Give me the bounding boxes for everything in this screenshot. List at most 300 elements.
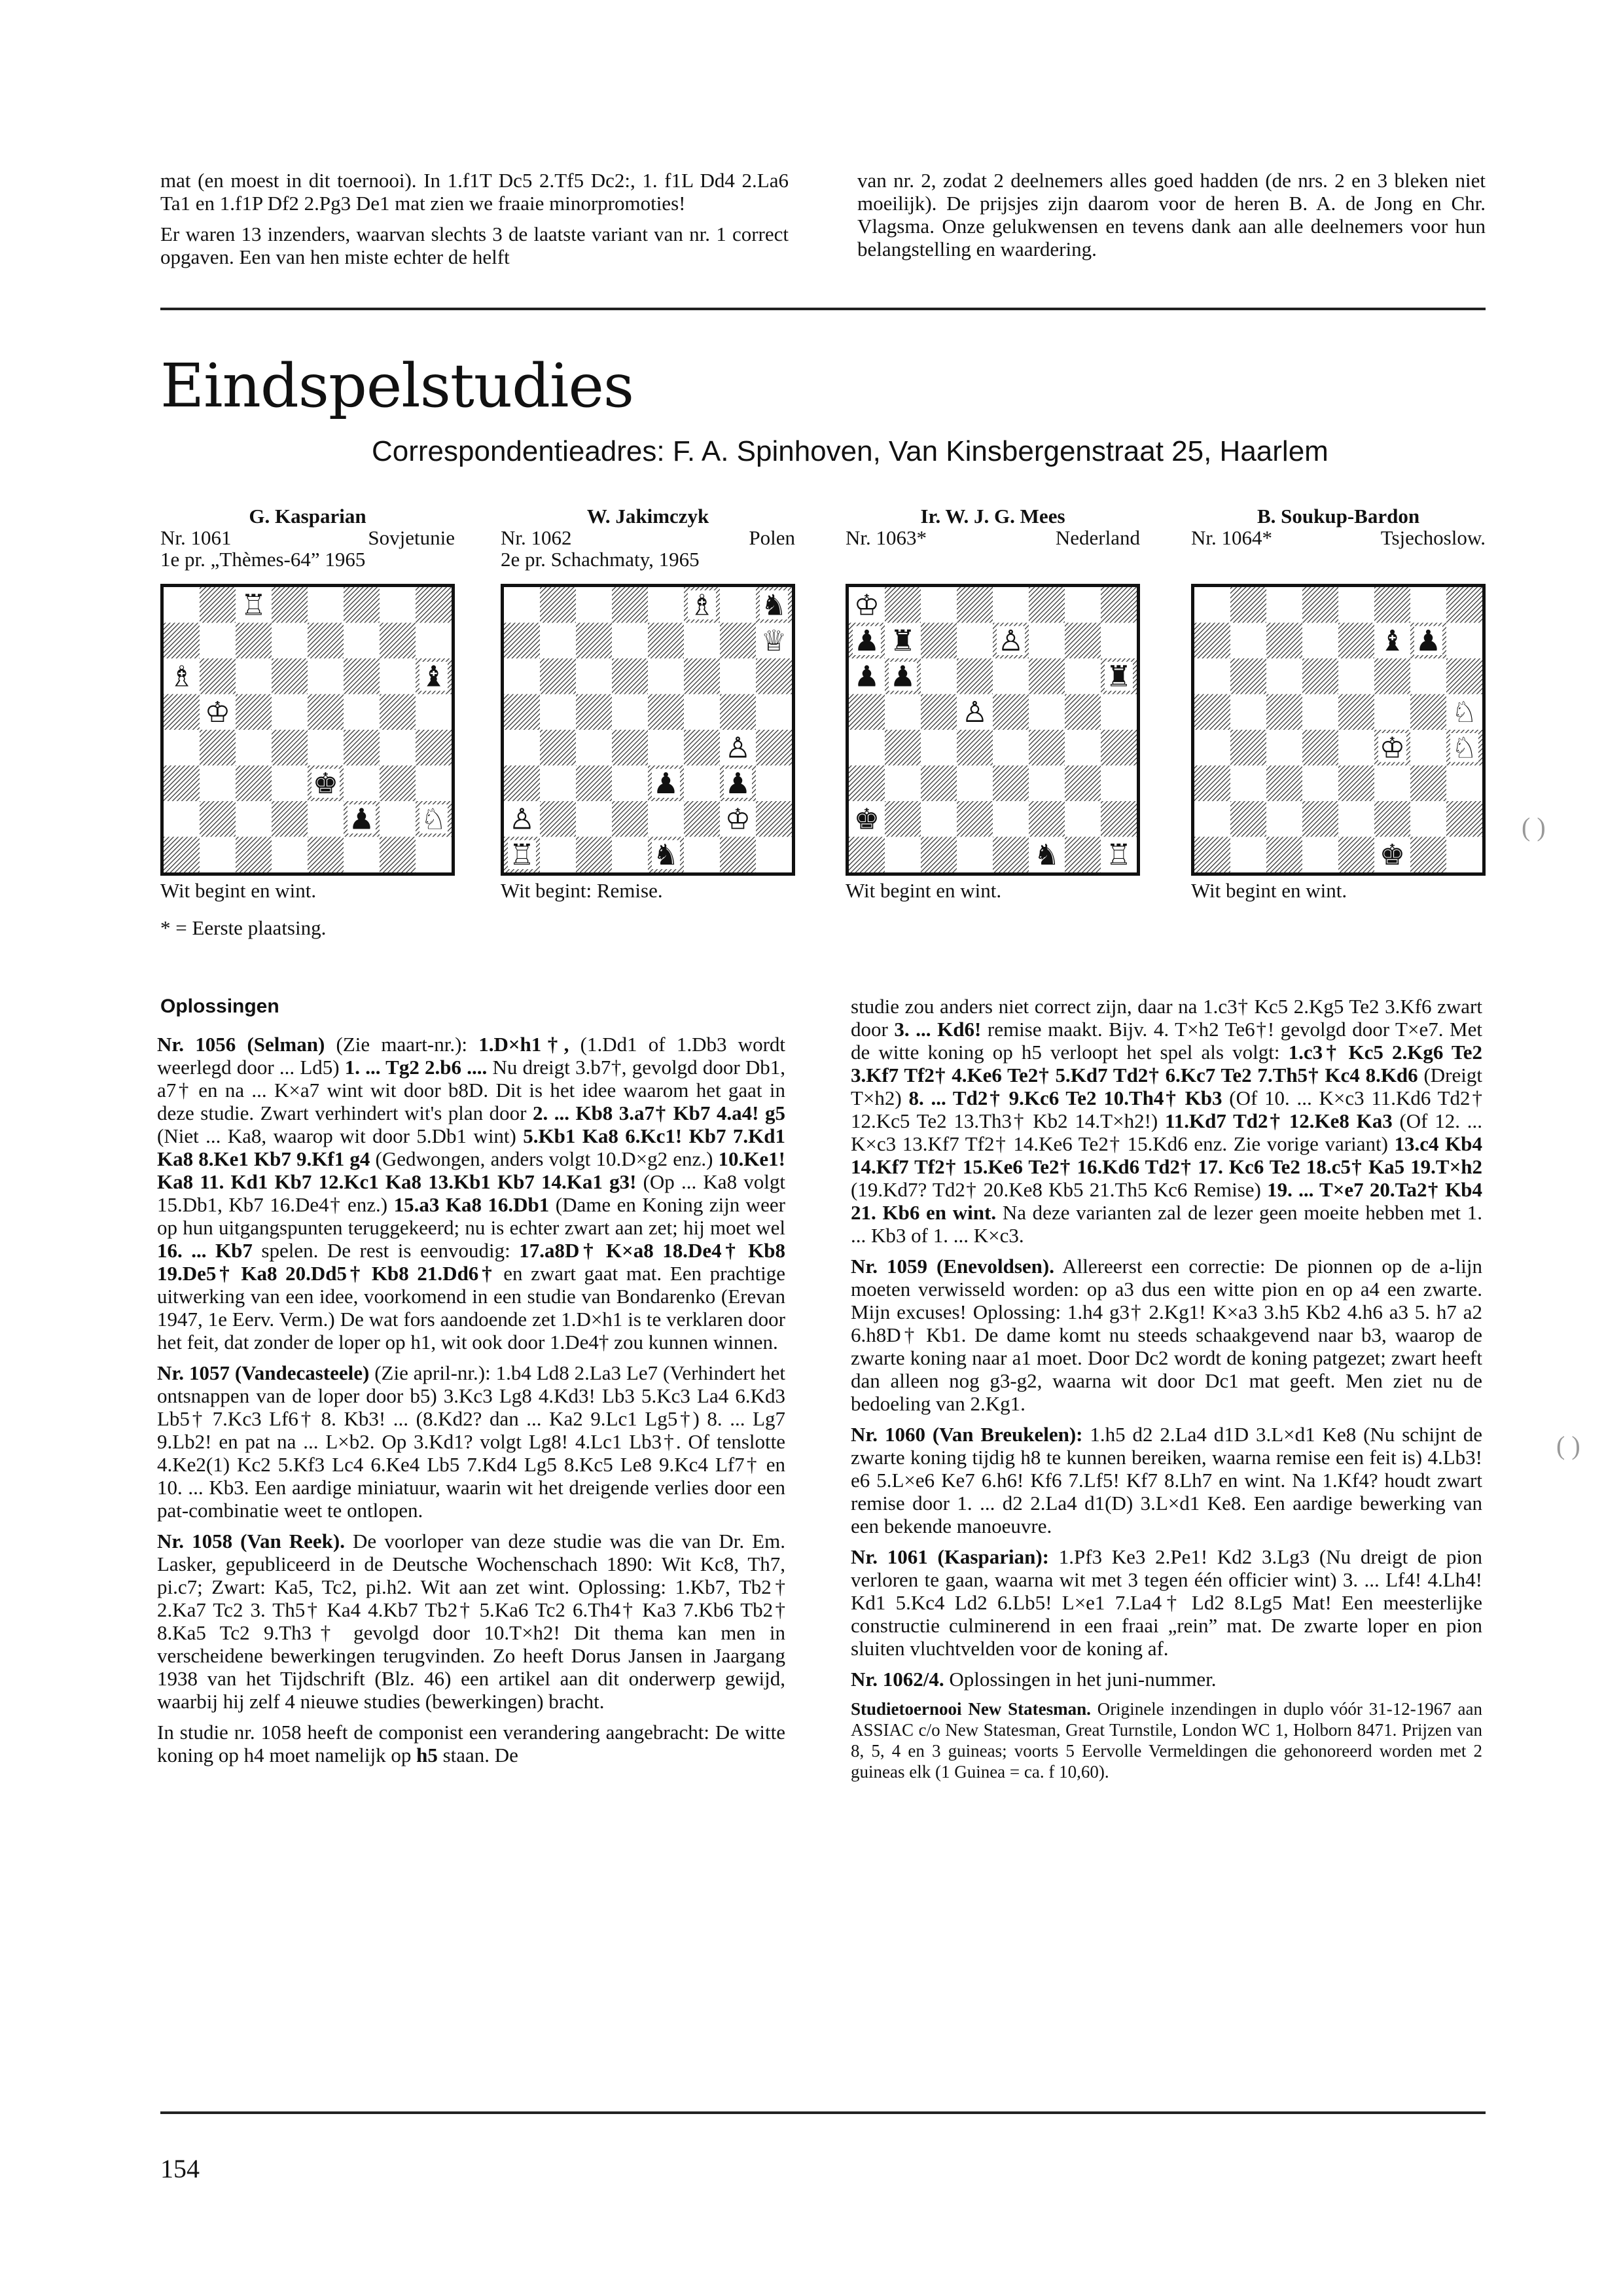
light-square bbox=[1230, 766, 1266, 802]
dark-square bbox=[1101, 587, 1137, 623]
dark-square bbox=[540, 658, 576, 694]
light-square bbox=[380, 587, 416, 623]
dark-square bbox=[1302, 658, 1338, 694]
dark-square bbox=[1374, 801, 1410, 837]
light-square bbox=[576, 587, 612, 623]
diagram-country: Nederland bbox=[1055, 526, 1140, 549]
light-square bbox=[612, 623, 648, 659]
light-square bbox=[1446, 837, 1482, 873]
dark-square bbox=[612, 730, 648, 766]
light-square bbox=[236, 730, 272, 766]
light-square bbox=[1446, 766, 1482, 802]
light-square bbox=[416, 766, 452, 802]
dark-square bbox=[1410, 766, 1446, 802]
light-square bbox=[1410, 730, 1446, 766]
top-divider bbox=[160, 308, 1486, 310]
dark-square bbox=[921, 766, 957, 802]
chess-piece-f8: ♗ bbox=[688, 588, 715, 622]
light-square bbox=[1194, 730, 1230, 766]
binding-mark-2: ( ) bbox=[1556, 1431, 1580, 1460]
dark-square bbox=[756, 730, 792, 766]
top-right-para-1: van nr. 2, zodat 2 deelnemers alles goed hadden (de nrs. 2 en 3 bleken niet moeilijk). De prijsjes zijn daarom voor de heren B. A. de Jong en Chr. Vlagsma. Onze gelukwensen en tevens dank aan alle deelnemers voor hun belangstelling en waardering. bbox=[857, 169, 1486, 260]
light-square bbox=[1029, 623, 1065, 659]
dark-square bbox=[236, 694, 272, 730]
diagram-country: Sovjetunie bbox=[368, 526, 455, 549]
dark-square bbox=[648, 623, 684, 659]
dark-square bbox=[1029, 730, 1065, 766]
chess-board bbox=[501, 584, 795, 876]
light-square bbox=[921, 658, 957, 694]
light-square bbox=[1302, 837, 1338, 873]
light-square bbox=[957, 623, 993, 659]
diagram-author: B. Soukup-Bardon bbox=[1257, 505, 1420, 528]
light-square bbox=[540, 623, 576, 659]
dark-square bbox=[720, 623, 756, 659]
diagram-header bbox=[1191, 505, 1486, 548]
light-square bbox=[1446, 623, 1482, 659]
diagram-header bbox=[846, 505, 1140, 548]
light-square bbox=[1194, 801, 1230, 837]
chess-piece-b6: ♟ bbox=[889, 660, 916, 694]
dark-square bbox=[957, 730, 993, 766]
chess-board bbox=[160, 584, 455, 876]
dark-square bbox=[576, 623, 612, 659]
light-square bbox=[993, 801, 1029, 837]
light-square bbox=[308, 730, 344, 766]
dark-square bbox=[1302, 730, 1338, 766]
page-number: 154 bbox=[160, 2154, 200, 2183]
light-square bbox=[684, 623, 720, 659]
diagram-number: Nr. 1063* bbox=[846, 526, 927, 549]
top-right-column bbox=[857, 169, 1486, 268]
correspondence-address: Correspondentieadres: F. A. Spinhoven, Van Kinsbergenstraat 25, Haarlem bbox=[372, 435, 1329, 467]
light-square bbox=[576, 730, 612, 766]
chess-piece-b5: ♔ bbox=[204, 695, 231, 729]
chess-piece-f1: ♚ bbox=[1379, 838, 1406, 872]
chess-piece-f4: ♔ bbox=[1379, 731, 1406, 765]
light-square bbox=[380, 730, 416, 766]
light-square bbox=[200, 623, 236, 659]
dark-square bbox=[1101, 730, 1137, 766]
light-square bbox=[200, 766, 236, 802]
solution-paragraph: Nr. 1060 (Van Breukelen): 1.h5 d2 2.La4 d1D 3.L×d1 Ke8 (Nu schijnt de zwarte koning tijdig h8 te kunnen bereiken, waarna remise een feit is) 4.Lb3! e6 5.L×e6 Ke7 6.h6! Kf6 7.Lf5! Kf7 8.Lh7 en wint. Na 1.Kf4? houdt zwart remise door 1. ... d2 2.La4 d1(D) 3.L×d1 Ke8. Een aardige bewerking van een bekende manoeuvre. bbox=[851, 1423, 1483, 1537]
light-square bbox=[540, 694, 576, 730]
chess-piece-h8: ♞ bbox=[760, 588, 787, 622]
dark-square bbox=[1065, 837, 1101, 873]
dark-square bbox=[885, 730, 921, 766]
light-square bbox=[885, 837, 921, 873]
diagram-number: Nr. 1061 bbox=[160, 526, 232, 549]
dark-square bbox=[612, 801, 648, 837]
light-square bbox=[756, 837, 792, 873]
dark-square bbox=[1230, 658, 1266, 694]
dark-square bbox=[576, 694, 612, 730]
diagram-author: W. Jakimczyk bbox=[586, 505, 709, 528]
light-square bbox=[612, 837, 648, 873]
dark-square bbox=[1194, 837, 1230, 873]
dark-square bbox=[612, 587, 648, 623]
chess-piece-e1: ♞ bbox=[652, 838, 679, 872]
light-square bbox=[1065, 730, 1101, 766]
dark-square bbox=[1230, 587, 1266, 623]
light-square bbox=[272, 766, 308, 802]
light-square bbox=[1101, 694, 1137, 730]
solution-paragraph: Nr. 1062/4. Oplossingen in het juni-nummer. bbox=[851, 1668, 1217, 1691]
dark-square bbox=[720, 694, 756, 730]
top-left-para-2: Er waren 13 inzenders, waarvan slechts 3 de laatste variant van nr. 1 correct opgaven. Een van hen miste echter de helft bbox=[160, 223, 789, 268]
light-square bbox=[612, 766, 648, 802]
light-square bbox=[576, 658, 612, 694]
dark-square bbox=[756, 801, 792, 837]
top-left-column bbox=[160, 169, 789, 276]
dark-square bbox=[1065, 766, 1101, 802]
dark-square bbox=[1338, 837, 1374, 873]
dark-square bbox=[1266, 623, 1302, 659]
dark-square bbox=[344, 587, 380, 623]
dark-square bbox=[993, 837, 1029, 873]
light-square bbox=[380, 801, 416, 837]
diagram-caption: Wit begint en wint. bbox=[846, 879, 1002, 902]
chess-piece-d5: ♙ bbox=[961, 695, 988, 729]
light-square bbox=[612, 694, 648, 730]
dark-square bbox=[849, 694, 885, 730]
dark-square bbox=[1230, 801, 1266, 837]
light-square bbox=[1101, 766, 1137, 802]
dark-square bbox=[308, 694, 344, 730]
chess-piece-g4: ♙ bbox=[724, 731, 751, 765]
dark-square bbox=[1029, 801, 1065, 837]
chess-piece-b7: ♜ bbox=[889, 624, 916, 658]
dark-square bbox=[504, 623, 540, 659]
chess-board bbox=[846, 584, 1140, 876]
light-square bbox=[272, 837, 308, 873]
dark-square bbox=[504, 766, 540, 802]
dark-square bbox=[1266, 837, 1302, 873]
light-square bbox=[1338, 658, 1374, 694]
chess-piece-h6: ♝ bbox=[420, 660, 447, 694]
light-square bbox=[1230, 694, 1266, 730]
light-square bbox=[993, 658, 1029, 694]
light-square bbox=[1230, 837, 1266, 873]
chess-piece-c8: ♖ bbox=[240, 588, 267, 622]
light-square bbox=[849, 730, 885, 766]
light-square bbox=[164, 587, 200, 623]
light-square bbox=[957, 766, 993, 802]
dark-square bbox=[380, 837, 416, 873]
dark-square bbox=[540, 587, 576, 623]
diagram-country: Tsjechoslow. bbox=[1380, 526, 1486, 549]
solution-paragraph: In studie nr. 1058 heeft de componist een verandering aangebracht: De witte koning op h4 moet namelijk op h5 staan. De bbox=[157, 1721, 785, 1767]
diagram-header bbox=[501, 505, 795, 570]
dark-square bbox=[380, 766, 416, 802]
dark-square bbox=[1266, 766, 1302, 802]
binding-mark-1: ( ) bbox=[1522, 812, 1546, 842]
chess-piece-h4: ♘ bbox=[1451, 731, 1478, 765]
dark-square bbox=[612, 658, 648, 694]
chess-piece-e3: ♚ bbox=[312, 766, 339, 800]
light-square bbox=[272, 694, 308, 730]
dark-square bbox=[1374, 587, 1410, 623]
dark-square bbox=[1338, 623, 1374, 659]
chess-piece-g2: ♔ bbox=[724, 802, 751, 836]
dark-square bbox=[200, 587, 236, 623]
dark-square bbox=[308, 623, 344, 659]
chess-piece-a7: ♟ bbox=[853, 624, 880, 658]
light-square bbox=[1065, 658, 1101, 694]
light-square bbox=[1302, 766, 1338, 802]
chess-piece-h5: ♘ bbox=[1451, 695, 1478, 729]
dark-square bbox=[344, 658, 380, 694]
dark-square bbox=[416, 587, 452, 623]
dark-square bbox=[1101, 801, 1137, 837]
chess-piece-a6: ♗ bbox=[168, 660, 195, 694]
light-square bbox=[1374, 694, 1410, 730]
light-square bbox=[504, 658, 540, 694]
dark-square bbox=[1194, 766, 1230, 802]
dark-square bbox=[236, 623, 272, 659]
light-square bbox=[957, 837, 993, 873]
dark-square bbox=[1065, 623, 1101, 659]
dark-square bbox=[849, 837, 885, 873]
diagram-country: Polen bbox=[749, 526, 795, 549]
diagram-source: 1e pr. „Thèmes-64” 1965 bbox=[160, 548, 366, 571]
dark-square bbox=[1065, 694, 1101, 730]
dark-square bbox=[849, 766, 885, 802]
dark-square bbox=[504, 694, 540, 730]
chess-piece-g3: ♟ bbox=[724, 766, 751, 800]
dark-square bbox=[885, 801, 921, 837]
dark-square bbox=[720, 837, 756, 873]
chess-piece-a6: ♟ bbox=[853, 660, 880, 694]
diagram-caption: Wit begint: Remise. bbox=[501, 879, 663, 902]
solution-paragraph: Nr. 1061 (Kasparian): 1.Pf3 Ke3 2.Pe1! Kd2 3.Lg3 (Nu dreigt de pion verloren te gaan, waarna wit met 3 tegen één officier wint) 3. ... Lf4! 4.Lh4! Kd1 5.Kc4 Ld2 6.Lb5! L×e1 7.La4† Ld2 8.Lg5 Mat! Een meesterlijke constructie culminerend in een fraai „rein” mat. De zwarte loper en pion sluiten vluchtvelden voor de koning af. bbox=[851, 1545, 1482, 1660]
light-square bbox=[993, 730, 1029, 766]
light-square bbox=[756, 766, 792, 802]
dark-square bbox=[380, 623, 416, 659]
dark-square bbox=[1230, 730, 1266, 766]
dark-square bbox=[1266, 694, 1302, 730]
dark-square bbox=[164, 837, 200, 873]
light-square bbox=[921, 587, 957, 623]
dark-square bbox=[308, 837, 344, 873]
solution-paragraph: Nr. 1057 (Vandecasteele) (Zie april-nr.): 1.b4 Ld8 2.La3 Le7 (Verhindert het ontsnappen van de loper door b5) 3.Kc3 Lg8 4.Kd3! Lb3 5.Kc3 La4 6.Kd3 Lb5† 7.Kc3 Lf6† 8. Kb3! ... (8.Kd2? dan ... Ka2 9.Lc1 Lg5†) 8. ... Lg7 9.Lb2! en pat na ... L×b2. Op 3.Kd1? volgt Lg8! 4.Lc1 Lb3†. Of tenslotte 4.Ke2(1) Kc2 5.Kf3 Lc4 6.Ke4 Lb5 7.Kd4 Lg5 8.Kc5 Le8 9.Kc4 Lf7† en 10. ... Kb3. Een aardige miniatuur, waarin wit het dreigende verlies door een pat-combinatie weet te ontlopen. bbox=[157, 1361, 785, 1522]
top-left-para-1: mat (en moest in dit toernooi). In 1.f1T Dc5 2.Tf5 Dc2:, 1. f1L Dd4 2.La6 Ta1 en 1.f1P Df2 2.Pg3 De1 mat zien we fraaie minorpromoties! bbox=[160, 169, 789, 215]
dark-square bbox=[957, 587, 993, 623]
light-square bbox=[1338, 730, 1374, 766]
light-square bbox=[885, 766, 921, 802]
chess-piece-f2: ♟ bbox=[348, 802, 375, 836]
dark-square bbox=[272, 730, 308, 766]
light-square bbox=[344, 837, 380, 873]
light-square bbox=[648, 801, 684, 837]
light-square bbox=[236, 801, 272, 837]
light-square bbox=[200, 837, 236, 873]
light-square bbox=[1410, 587, 1446, 623]
diagram-source: 2e pr. Schachmaty, 1965 bbox=[501, 548, 700, 571]
dark-square bbox=[272, 801, 308, 837]
light-square bbox=[1302, 694, 1338, 730]
chess-piece-h1: ♖ bbox=[1105, 838, 1132, 872]
light-square bbox=[344, 694, 380, 730]
dark-square bbox=[1374, 658, 1410, 694]
bottom-divider bbox=[160, 2111, 1486, 2114]
light-square bbox=[756, 694, 792, 730]
light-square bbox=[993, 587, 1029, 623]
light-square bbox=[684, 837, 720, 873]
light-square bbox=[576, 801, 612, 837]
dark-square bbox=[957, 658, 993, 694]
dark-square bbox=[1194, 694, 1230, 730]
light-square bbox=[416, 837, 452, 873]
dark-square bbox=[1410, 694, 1446, 730]
dark-square bbox=[1338, 694, 1374, 730]
light-square bbox=[648, 658, 684, 694]
light-square bbox=[272, 623, 308, 659]
dark-square bbox=[684, 801, 720, 837]
solution-paragraph: studie zou anders niet correct zijn, daar na 1.c3† Kc5 2.Kg5 Te2 3.Kf6 zwart door 3. ... Kd6! remise maakt. Bijv. 4. T×h2 Te6†! gevolgd door T×e7. Met de witte koning op h5 verloopt het spel als volgt: 1.c3† Kc5 2.Kg6 Te2 3.Kf7 Tf2† 4.Ke6 Te2† 5.Kd7 Td2† 6.Kc7 Te2 7.Th5† Kc4 8.Kd6 (Dreigt T×h2) 8. ... Td2† 9.Kc6 Te2 10.Th4† Kb3 (Of 10. ... K×c3 11.Kd6 Td2† 12.Kc5 Te2 13.Th3† Kb2 14.T×h2!) 11.Kd7 Td2† 12.Ke8 Ka3 (Of 12. ... K×c3 13.Kf7 Tf2† 14.Ke6 Te2† 15.Kd6 enz. Zie vorige variant) 13.c4 Kb4 14.Kf7 Tf2† 15.Ke6 Te2† 16.Kd6 Td2† 17. Kc6 Te2 18.c5† Ka5 19.T×h2 (19.Kd7? Td2† 20.Ke8 Kb5 21.Th5 Kc6 Remise) 19. ... T×e7 20.Ta2† Kb4 21. Kb6 en wint. Na deze varianten zal de lezer geen moeite hebben met 1. ... Kb3 of 1. ... K×c3. bbox=[851, 995, 1483, 1247]
dark-square bbox=[684, 658, 720, 694]
dark-square bbox=[684, 730, 720, 766]
chess-piece-h7: ♕ bbox=[760, 624, 787, 658]
chess-piece-g7: ♟ bbox=[1415, 624, 1442, 658]
dark-square bbox=[648, 694, 684, 730]
light-square bbox=[885, 694, 921, 730]
light-square bbox=[648, 587, 684, 623]
light-square bbox=[1029, 766, 1065, 802]
light-square bbox=[416, 623, 452, 659]
light-square bbox=[380, 658, 416, 694]
dark-square bbox=[1194, 623, 1230, 659]
dark-square bbox=[1302, 801, 1338, 837]
solution-paragraph: Nr. 1056 (Selman) (Zie maart-nr.): 1.D×h1†, (1.Dd1 of 1.Db3 wordt weerlegd door ... Ld5) 1. ... Tg2 2.b6 .... Nu dreigt 3.b7†, gevolgd door Db1, a7† en na ... K×a7 wint wit door b8D. Dit is het idee waarom het gaat in deze studie. Zwart verhindert wit's plan door 2. ... Kb8 3.a7† Kb7 4.a4! g5 (Niet ... Ka8, waarop wit door 5.Db1 wint) 5.Kb1 Ka8 6.Kc1! Kb7 7.Kd1 Ka8 8.Ke1 Kb7 9.Kf1 g4 (Gedwongen, anders volgt 10.D×g2 enz.) 10.Ke1! Ka8 11. Kd1 Kb7 12.Kc1 Ka8 13.Kb1 Kb7 14.Ka1 g3! (Op ... Ka8 volgt 15.Db1, Kb7 16.De4† enz.) 15.a3 Ka8 16.Db1 (Dame en Koning zijn weer op hun uitgangspunten teruggekeerd; nu is echter zwart aan zet; hij moet wel 16. ... Kb7 spelen. De rest is eenvoudig: 17.a8D† K×a8 18.De4† Kb8 19.De5† Ka8 20.Dd5† Kb8 21.Dd6† en zwart gaat mat. Een prachtige uitwerking van een idee, voorkomend in een studie van Bondarenko (Erevan 1947, 1e Eerv. Verm.) De wat fors aandoende zet 1.D×h1 is te verklaren door het feit, dat zonder de loper op h1, wit ook door 1.De4† zou kunnen winnen. bbox=[157, 1033, 786, 1354]
solution-paragraph: Nr. 1058 (Van Reek). De voorloper van deze studie was die van Dr. Em. Lasker, gepubliceerd in de Deutsche Wochenschach 1890: Wit Kc8, Th7, pi.c7; Zwart: Ka5, Tc2, pi.h2. Wit aan zet wint. Oplossing: 1.Kb7, Tb2† 2.Ka7 Tc2 3. Th5† Ka4 4.Kb7 Tb2† 5.Ka6 Tc2 6.Th4† Ka3 7.Kb6 Tb2† 8.Ka5 Tc2 9.Th3† gevolgd door 10.T×h2! Dit thema kan men in verscheidene bewerkingen terugvinden. Zo heeft Dorus Jansen in Jaargang 1938 van het Tijdschrift (Blz. 46) een artikel aan dit onderwerp gewijd, waarbij hij zelf 4 nieuwe studies (bewerkingen) bracht. bbox=[157, 1530, 785, 1713]
chess-piece-h6: ♜ bbox=[1105, 660, 1132, 694]
dark-square bbox=[164, 694, 200, 730]
light-square bbox=[308, 587, 344, 623]
light-square bbox=[1266, 587, 1302, 623]
footnote: * = Eerste plaatsing. bbox=[160, 916, 327, 939]
light-square bbox=[1194, 587, 1230, 623]
section-title: Eindspelstudies bbox=[160, 351, 634, 421]
dark-square bbox=[921, 694, 957, 730]
light-square bbox=[1338, 587, 1374, 623]
diagram-author: G. Kasparian bbox=[249, 505, 366, 528]
light-square bbox=[1374, 766, 1410, 802]
diagram-author: Ir. W. J. G. Mees bbox=[920, 505, 1065, 528]
chess-board bbox=[1191, 584, 1486, 876]
light-square bbox=[504, 730, 540, 766]
light-square bbox=[1410, 658, 1446, 694]
solutions-heading: Oplossingen bbox=[160, 996, 279, 1017]
dark-square bbox=[540, 730, 576, 766]
light-square bbox=[1101, 623, 1137, 659]
light-square bbox=[1230, 623, 1266, 659]
light-square bbox=[648, 730, 684, 766]
dark-square bbox=[380, 694, 416, 730]
light-square bbox=[684, 766, 720, 802]
chess-piece-e7: ♙ bbox=[997, 624, 1024, 658]
diagram-number: Nr. 1064* bbox=[1191, 526, 1272, 549]
light-square bbox=[1065, 587, 1101, 623]
dark-square bbox=[236, 837, 272, 873]
dark-square bbox=[272, 658, 308, 694]
light-square bbox=[236, 658, 272, 694]
dark-square bbox=[272, 587, 308, 623]
diagram-caption: Wit begint en wint. bbox=[160, 879, 317, 902]
light-square bbox=[720, 587, 756, 623]
chess-piece-e3: ♟ bbox=[652, 766, 679, 800]
light-square bbox=[164, 730, 200, 766]
dark-square bbox=[756, 658, 792, 694]
dark-square bbox=[576, 837, 612, 873]
light-square bbox=[921, 801, 957, 837]
chess-piece-f7: ♝ bbox=[1379, 624, 1406, 658]
diagram-header bbox=[160, 505, 455, 570]
dark-square bbox=[1302, 587, 1338, 623]
light-square bbox=[1410, 801, 1446, 837]
dark-square bbox=[957, 801, 993, 837]
dark-square bbox=[1446, 658, 1482, 694]
dark-square bbox=[200, 730, 236, 766]
diagram-number: Nr. 1062 bbox=[501, 526, 572, 549]
light-square bbox=[1194, 658, 1230, 694]
light-square bbox=[540, 766, 576, 802]
light-square bbox=[308, 658, 344, 694]
solutions-left-column bbox=[157, 1033, 785, 1774]
light-square bbox=[1302, 623, 1338, 659]
dark-square bbox=[885, 587, 921, 623]
dark-square bbox=[1029, 658, 1065, 694]
dark-square bbox=[921, 837, 957, 873]
dark-square bbox=[1446, 587, 1482, 623]
light-square bbox=[720, 658, 756, 694]
light-square bbox=[1266, 730, 1302, 766]
chess-piece-h2: ♘ bbox=[420, 802, 447, 836]
solutions-right-column bbox=[851, 995, 1482, 1790]
dark-square bbox=[921, 623, 957, 659]
dark-square bbox=[236, 766, 272, 802]
tournament-notice: Studietoernooi New Statesman. Originele inzendingen in duplo vóór 31-12-1967 aan ASSIAC c/o New Statesman, Great Turnstile, London WC 1, Holborn 8471. Prijzen van 8, 5, 4 en 3 guineas; voorts 5 Eervolle Vermeldingen die gehonoreerd worden met 2 guineas elk (1 Guinea = ca. f 10,60). bbox=[851, 1699, 1482, 1782]
dark-square bbox=[344, 730, 380, 766]
dark-square bbox=[1029, 587, 1065, 623]
dark-square bbox=[576, 766, 612, 802]
light-square bbox=[1266, 801, 1302, 837]
light-square bbox=[1338, 801, 1374, 837]
solution-paragraph: Nr. 1059 (Enevoldsen). Allereerst een correctie: De pionnen op de a-lijn moeten verwisseld worden: op a3 dus een witte pion en op a4 een zwarte. Mijn excuses! Oplossing: 1.h4 g3† 2.Kg1! K×a3 3.h5 Kb2 4.h6 a3 5. h7 a2 6.h8D† Kb1. De dame komt nu steeds schaakgevend naar b3, waarop de zwarte koning naar a1 moet. Door Dc2 wordt de koning patgezet; zwart heeft dan alleen nog g3-g2, waarna wit door Dc1 mat geeft. Men ziet nu de bedoeling van 2.Kg1. bbox=[851, 1255, 1482, 1415]
chess-piece-a1: ♖ bbox=[508, 838, 535, 872]
dark-square bbox=[164, 766, 200, 802]
light-square bbox=[504, 587, 540, 623]
light-square bbox=[1065, 801, 1101, 837]
diagram-caption: Wit begint en wint. bbox=[1191, 879, 1347, 902]
light-square bbox=[684, 694, 720, 730]
dark-square bbox=[416, 730, 452, 766]
chess-piece-a8: ♔ bbox=[853, 588, 880, 622]
light-square bbox=[164, 801, 200, 837]
light-square bbox=[1029, 694, 1065, 730]
dark-square bbox=[1410, 837, 1446, 873]
dark-square bbox=[1338, 766, 1374, 802]
light-square bbox=[344, 623, 380, 659]
chess-piece-a2: ♚ bbox=[853, 802, 880, 836]
dark-square bbox=[200, 801, 236, 837]
dark-square bbox=[1446, 801, 1482, 837]
dark-square bbox=[164, 623, 200, 659]
dark-square bbox=[993, 766, 1029, 802]
dark-square bbox=[993, 694, 1029, 730]
light-square bbox=[308, 801, 344, 837]
chess-piece-f1: ♞ bbox=[1033, 838, 1060, 872]
